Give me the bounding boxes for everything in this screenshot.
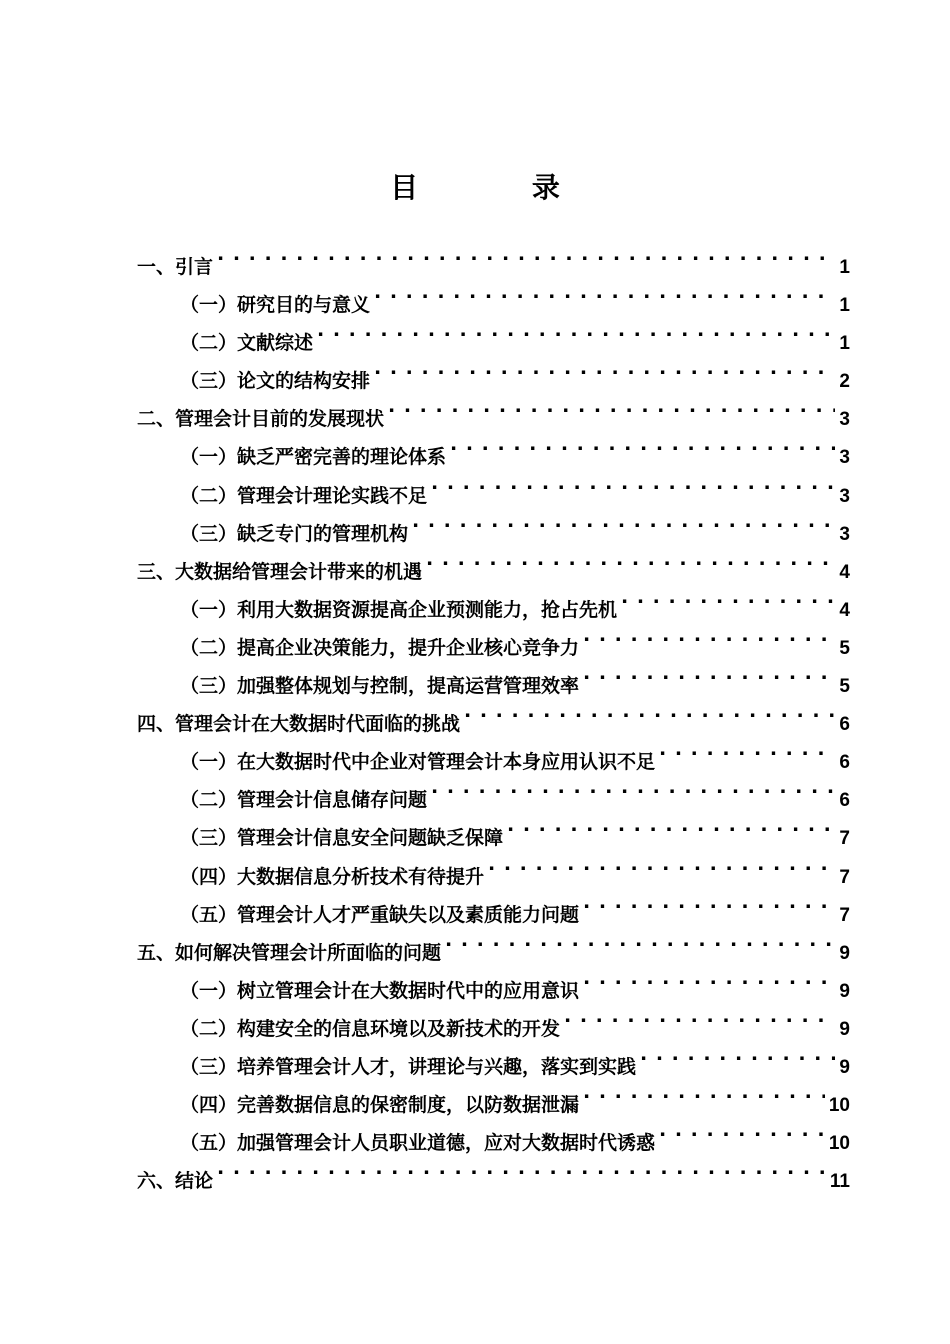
toc-subsection-entry[interactable] (137, 438, 850, 476)
toc-subsection-entry[interactable] (137, 477, 850, 515)
dot-leader (388, 406, 835, 425)
page-title: 目 录 (390, 171, 612, 204)
toc-page-number: 3 (839, 485, 850, 507)
toc-subsection-entry[interactable] (137, 324, 850, 362)
toc-subsection-entry[interactable] (137, 629, 850, 667)
toc-subsection-entry[interactable] (137, 781, 850, 819)
toc-page-number: 7 (839, 866, 850, 888)
toc-page-number: 6 (839, 752, 850, 774)
toc-subsection-entry[interactable] (137, 362, 850, 400)
toc-subsection-entry[interactable] (137, 515, 850, 553)
toc-subsection-entry[interactable] (137, 819, 850, 857)
toc-subsection-entry[interactable] (137, 972, 850, 1010)
toc-subsection-entry[interactable] (137, 1124, 850, 1162)
toc-entry-title: （五）加强管理会计人员职业道德，应对大数据时代诱惑 (180, 1132, 656, 1155)
dot-leader (583, 978, 835, 997)
toc-subsection-entry[interactable] (137, 743, 850, 781)
toc-page-number: 1 (839, 257, 850, 278)
dot-leader (374, 368, 835, 387)
toc-section-entry[interactable] (137, 705, 850, 743)
toc-entry-title: （三）管理会计信息安全问题缺乏保障 (180, 827, 504, 850)
toc-section-entry[interactable] (137, 248, 850, 286)
dot-leader (464, 711, 835, 730)
toc-section-entry[interactable] (137, 1162, 850, 1200)
toc-page-number: 3 (839, 409, 850, 431)
dot-leader (450, 444, 835, 463)
toc-page-number: 6 (839, 790, 850, 812)
toc-entry-title: （五）管理会计人才严重缺失以及素质能力问题 (180, 903, 580, 926)
toc-entry-title: 六、结论 (137, 1170, 214, 1193)
toc-entry-title: （一）利用大数据资源提高企业预测能力，抢占先机 (180, 598, 618, 621)
dot-leader (217, 254, 835, 273)
toc-entry-title: （二）提高企业决策能力，提升企业核心竞争力 (180, 636, 580, 659)
dot-leader (659, 1130, 825, 1149)
toc-entry-title: （三）论文的结构安排 (180, 370, 371, 393)
toc-entry-title: 三、大数据给管理会计带来的机遇 (137, 560, 423, 583)
dot-leader (583, 1092, 825, 1111)
toc-page-number: 3 (839, 523, 850, 545)
toc-page-number: 7 (839, 828, 850, 850)
toc-page-number: 4 (839, 561, 850, 583)
toc-page-number: 5 (839, 676, 850, 698)
dot-leader (583, 902, 835, 921)
toc-entry-title: （四）大数据信息分析技术有待提升 (180, 865, 485, 888)
dot-leader (426, 559, 835, 578)
toc-page-number: 6 (839, 714, 850, 736)
toc-entry-title: 二、管理会计目前的发展现状 (137, 408, 385, 431)
toc-entry-title: （三）培养管理会计人才，讲理论与兴趣，落实到实践 (180, 1055, 637, 1078)
toc-subsection-entry[interactable] (137, 1086, 850, 1124)
toc-entry-title: 五、如何解决管理会计所面临的问题 (137, 941, 442, 964)
dot-leader (507, 825, 835, 844)
toc-section-entry[interactable] (137, 400, 850, 438)
toc-subsection-entry[interactable] (137, 858, 850, 896)
toc-entry-title: （一）研究目的与意义 (180, 294, 371, 317)
toc-entry-title: （一）在大数据时代中企业对管理会计本身应用认识不足 (180, 751, 656, 774)
dot-leader (659, 749, 835, 768)
toc-page-number: 9 (839, 980, 850, 1002)
toc-page-number: 11 (829, 1171, 850, 1193)
toc-page-number: 7 (839, 904, 850, 926)
toc-entry-title: （二）管理会计理论实践不足 (180, 484, 428, 507)
toc-section-entry[interactable] (137, 553, 850, 591)
toc-subsection-entry[interactable] (137, 286, 850, 324)
toc-entry-title: （三）缺乏专门的管理机构 (180, 522, 409, 545)
dot-leader (583, 635, 835, 654)
table-of-contents (137, 248, 850, 1200)
toc-entry-title: （二）管理会计信息储存问题 (180, 789, 428, 812)
toc-entry-title: （一）树立管理会计在大数据时代中的应用意识 (180, 979, 580, 1002)
dot-leader (412, 521, 835, 540)
toc-entry-title: （二）文献综述 (180, 332, 314, 355)
dot-leader (488, 864, 835, 883)
toc-subsection-entry[interactable] (137, 667, 850, 705)
toc-page-number: 1 (839, 295, 850, 317)
dot-leader (564, 1016, 835, 1035)
dot-leader (217, 1168, 826, 1187)
toc-subsection-entry[interactable] (137, 896, 850, 934)
toc-subsection-entry[interactable] (137, 1010, 850, 1048)
toc-page-number: 10 (828, 1133, 850, 1155)
toc-entry-title: （四）完善数据信息的保密制度，以防数据泄漏 (180, 1094, 580, 1117)
toc-page-number: 4 (839, 599, 850, 621)
toc-page-number: 9 (839, 1056, 850, 1078)
toc-page-number: 1 (839, 333, 850, 355)
toc-entry-title: （一）缺乏严密完善的理论体系 (180, 446, 447, 469)
dot-leader (640, 1054, 835, 1073)
toc-subsection-entry[interactable] (137, 591, 850, 629)
toc-page-number: 9 (839, 1018, 850, 1040)
toc-entry-title: 四、管理会计在大数据时代面临的挑战 (137, 713, 461, 736)
dot-leader (431, 787, 835, 806)
toc-subsection-entry[interactable] (137, 1048, 850, 1086)
toc-page-number: 10 (828, 1095, 850, 1117)
toc-entry-title: （二）构建安全的信息环境以及新技术的开发 (180, 1017, 561, 1040)
toc-page-number: 9 (839, 942, 850, 964)
toc-page-number: 5 (839, 637, 850, 659)
dot-leader (317, 330, 835, 349)
toc-entry-title: （三）加强整体规划与控制，提高运营管理效率 (180, 675, 580, 698)
toc-page-number: 2 (839, 371, 850, 393)
dot-leader (374, 292, 835, 311)
toc-section-entry[interactable] (137, 934, 850, 972)
toc-entry-title: 一、引言 (137, 256, 214, 278)
dot-leader (431, 483, 835, 502)
dot-leader (621, 597, 835, 616)
dot-leader (445, 940, 835, 959)
toc-page-number: 3 (839, 447, 850, 469)
dot-leader (583, 673, 835, 692)
